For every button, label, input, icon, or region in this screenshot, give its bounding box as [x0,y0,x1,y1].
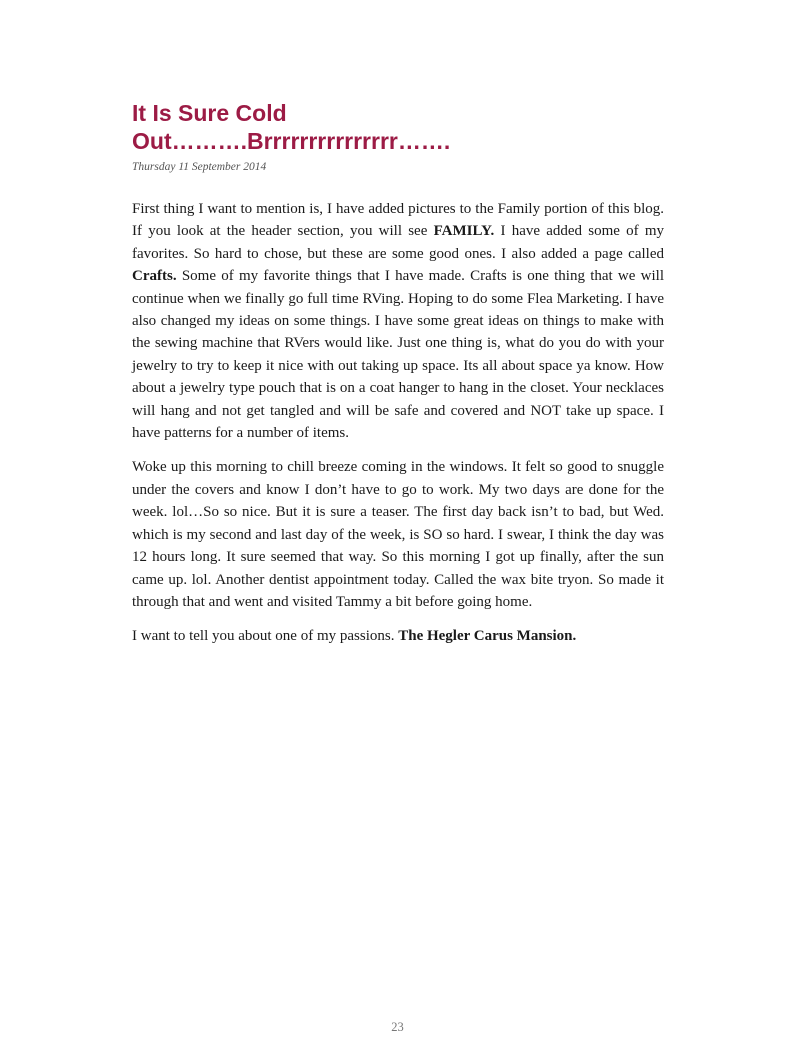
page-number: 23 [391,1020,404,1034]
paragraph-3 [132,625,664,647]
paragraph-1 [132,198,664,444]
paragraph-1-text-a: First thing I want to mention is, I have added pictures to the Family portion of this blog. If you look at the header section, you will see [132,201,664,240]
post-body [132,198,664,660]
post-title-line2: Out……….Brrrrrrrrrrrrrrr……. [132,128,451,154]
crafts-bold-text: Crafts. [132,268,177,285]
family-bold-text: FAMILY. [433,223,495,240]
paragraph-1-text-b: I have added some of my favorites. So hard to chose, but these are some good ones. I also added a page called [132,223,664,262]
paragraph-2: Woke up this morning to chill breeze coming in the windows. It felt so good to snuggle under the covers and know I don’t have to go to work. My two days are done for the week. lol…So so nice. But it is sure a teaser. The first day back isn’t to bad, but Wed. which is my second and last day of the week, is SO so hard. I swear, I think the day was 12 hours long. It sure seemed that way. So this morning I got up finally, after the sun came up. lol. Another dentist appointment today. Called the wax bite tryon. So made it through that and went and visited Tammy a bit before going home. [132,459,664,610]
post-title [132,99,672,155]
post-date: Thursday 11 September 2014 [132,161,267,173]
mansion-bold-text: The Hegler Carus Mansion. [398,628,577,645]
paragraph-3-text: I want to tell you about one of my passions. [132,628,399,645]
post-title-line1: It Is Sure Cold [132,100,287,126]
paragraph-1-text-c: Some of my favorite things that I have made. Crafts is one thing that we will continue when we finally go full time RVing. Hoping to do some Flea Marketing. I have also changed my ideas on some things. I have some great ideas on things to make with the sewing machine that RVers would like. Just one thing is, what do you do with your jewelry to try to keep it nice with out taking up space. Its all about space ya know. How about a jewelry type pouch that is on a coat hanger to hang in the closet. Your necklaces will hang and not get tangled and will be safe and covered and NOT take up space. I have patterns for a number of items. [132,268,664,442]
